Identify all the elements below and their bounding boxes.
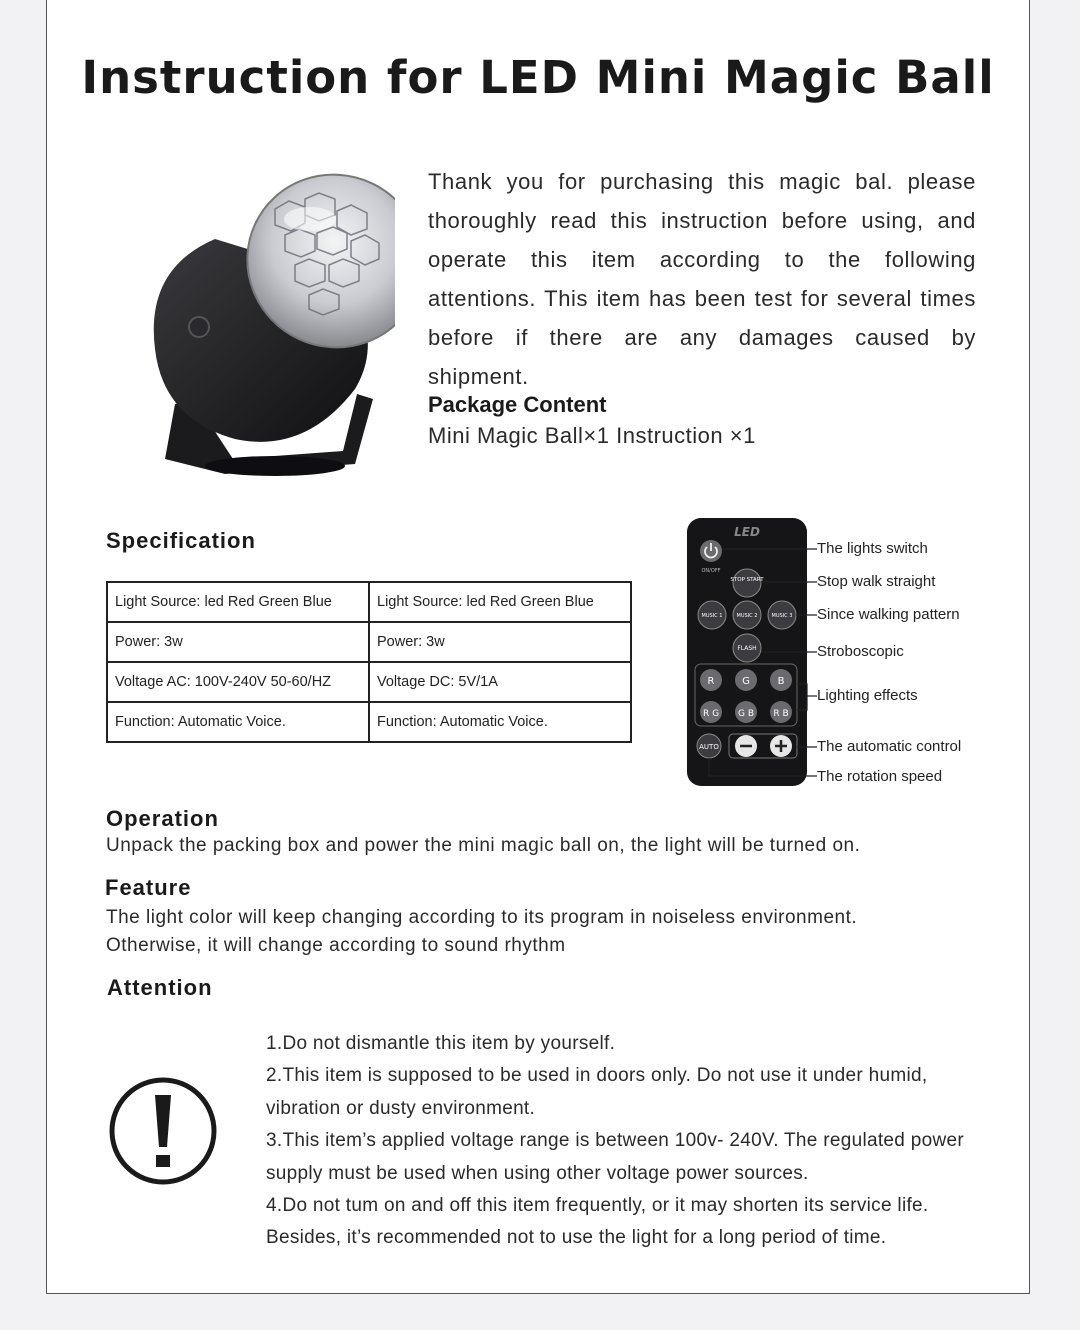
attention-heading: Attention xyxy=(107,975,213,1000)
music3-label: MUSIC 3 xyxy=(771,613,793,619)
b-label: B xyxy=(777,676,785,687)
table-row xyxy=(107,582,631,622)
remote-label-lighting-effects: Lighting effects xyxy=(817,687,918,704)
spec-cell: Voltage AC: 100V-240V 50-60/HZ xyxy=(107,662,369,702)
instruction-sheet xyxy=(46,0,1030,1294)
attention-list xyxy=(266,1028,986,1255)
remote-label-walking-pattern: Since walking pattern xyxy=(817,606,960,623)
spec-cell: Voltage DC: 5V/1A xyxy=(369,662,631,702)
spec-cell: Power: 3w xyxy=(369,622,631,662)
remote-label-stroboscopic: Stroboscopic xyxy=(817,643,904,660)
package-content-text: Mini Magic Ball×1 Instruction ×1 xyxy=(428,423,756,448)
feature-heading: Feature xyxy=(105,875,192,900)
feature-text-line1: The light color will keep changing according to its program in noiseless environment. xyxy=(106,907,858,928)
table-row xyxy=(107,662,631,702)
feature-text-line2: Otherwise, it will change according to sound rhythm xyxy=(106,935,566,956)
rb-label: R B xyxy=(773,709,789,719)
stop-start-label: STOP START xyxy=(730,577,764,583)
table-row xyxy=(107,702,631,742)
flash-label: FLASH xyxy=(737,645,757,652)
spec-cell: Light Source: led Red Green Blue xyxy=(369,582,631,622)
remote-label-lights-switch: The lights switch xyxy=(817,540,928,557)
remote-brand: LED xyxy=(734,525,760,539)
page-title: Instruction for LED Mini Magic Ball xyxy=(81,51,995,104)
exclamation-warning-icon xyxy=(107,1075,219,1187)
package-content-heading: Package Content xyxy=(428,392,607,417)
spec-cell: Function: Automatic Voice. xyxy=(107,702,369,742)
operation-text: Unpack the packing box and power the mini magic ball on, the light will be turned on. xyxy=(106,835,861,856)
product-image xyxy=(105,169,395,489)
operation-heading: Operation xyxy=(106,806,219,831)
list-item: 1.Do not dismantle this item by yourself. xyxy=(266,1033,616,1054)
spec-cell: Light Source: led Red Green Blue xyxy=(107,582,369,622)
intro-paragraph: Thank you for purchasing this magic bal. please thoroughly read this instruction before using, and operate this item according to the following attentions. This item has been test for several times before if there are any damages caused by shipment. xyxy=(428,169,976,389)
rg-label: R G xyxy=(702,709,720,719)
music1-label: MUSIC 1 xyxy=(701,613,723,619)
list-item: 3.This item’s applied voltage range is between 100v- 240V. The regulated power supply must be used when using other voltage power sources. xyxy=(266,1130,964,1184)
r-label: R xyxy=(707,676,715,687)
remote-label-rotation-speed: The rotation speed xyxy=(817,768,943,785)
specification-heading: Specification xyxy=(106,528,256,553)
table-row xyxy=(107,622,631,662)
auto-label: AUTO xyxy=(699,743,719,751)
specification-table xyxy=(106,581,632,743)
spec-cell: Power: 3w xyxy=(107,622,369,662)
g-label: G xyxy=(742,676,750,687)
onoff-label: ON/OFF xyxy=(701,568,721,574)
gb-label: G B xyxy=(737,709,755,719)
remote-label-stop-walk: Stop walk straight xyxy=(817,573,936,590)
list-item: 4.Do not tum on and off this item frequently, or it may shorten its service life. Besides, it’s recommended not to use the light for a long period of time. xyxy=(266,1195,929,1249)
music2-label: MUSIC 2 xyxy=(736,613,758,619)
remote-label-automatic-control: The automatic control xyxy=(817,738,962,755)
list-item: 2.This item is supposed to be used in doors only. Do not use it under humid, vibration or dusty environment. xyxy=(266,1065,928,1119)
spec-cell: Function: Automatic Voice. xyxy=(369,702,631,742)
